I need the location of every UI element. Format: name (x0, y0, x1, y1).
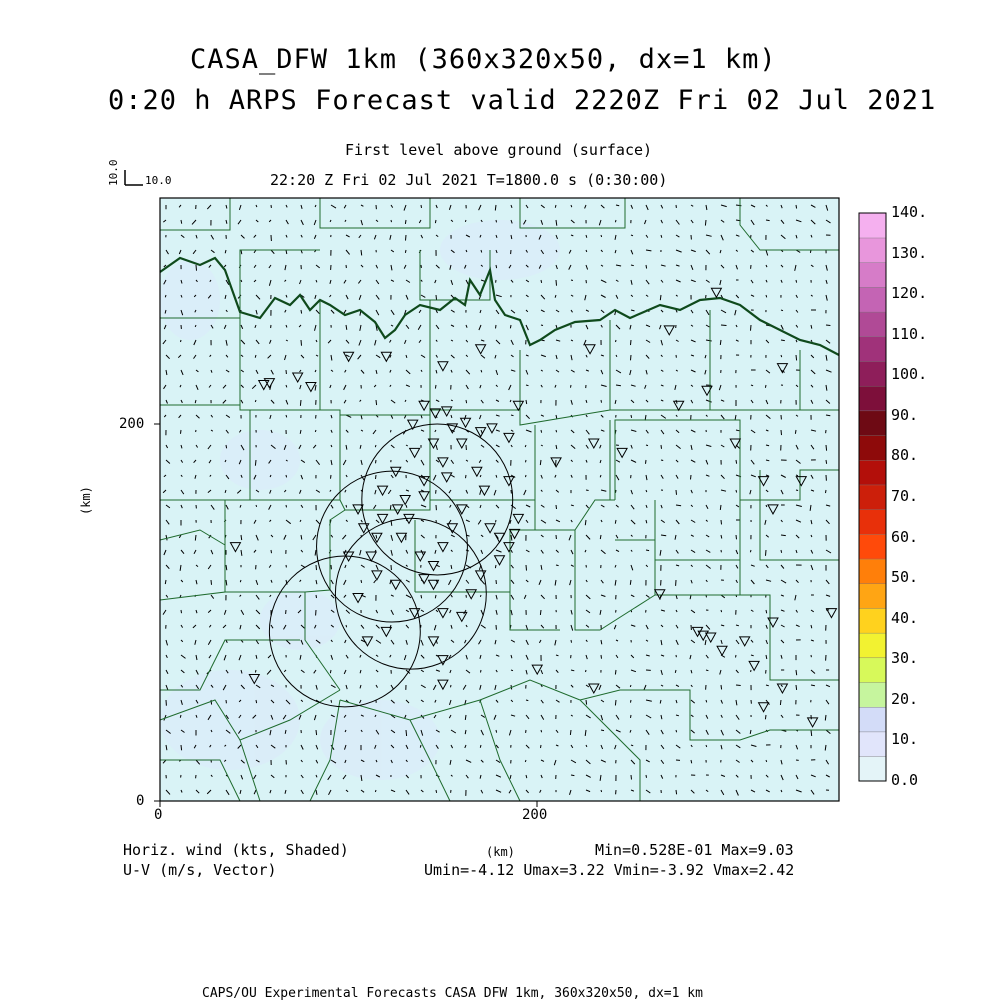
colorbar-segment (859, 658, 886, 683)
x-axis-label: (km) (486, 846, 515, 858)
wind-vector (631, 700, 632, 703)
wind-vector (240, 580, 241, 582)
wind-vector (616, 340, 617, 342)
wind-vector (211, 580, 212, 585)
wind-vector (406, 235, 407, 241)
wind-vector (676, 730, 677, 732)
colorbar-label: 10. (891, 732, 918, 747)
wind-vector (826, 460, 827, 464)
wind-vector (435, 595, 436, 598)
wind-vector (256, 505, 257, 507)
wind-vector (706, 745, 707, 747)
wind-vector (631, 265, 634, 266)
wind-vector (660, 295, 661, 300)
colorbar-segment (859, 386, 886, 411)
wind-vector (255, 670, 256, 673)
colorbar-segment (859, 312, 886, 337)
colorbar-label: 60. (891, 530, 918, 545)
colorbar-segment (859, 287, 886, 312)
colorbar-label: 50. (891, 570, 918, 585)
wind-vector (646, 775, 647, 778)
wind-vector (766, 760, 767, 762)
wind-vector (541, 325, 543, 326)
colorbar-label: 110. (891, 327, 927, 342)
wind-vector (465, 220, 466, 222)
wind-vector (781, 430, 782, 435)
wind-vector (376, 475, 377, 479)
colorbar-segment (859, 213, 886, 238)
wind-vector (586, 670, 587, 672)
wind-vector (496, 520, 497, 522)
wind-vector (750, 550, 751, 552)
wind-vector (361, 250, 362, 255)
wind-vector (766, 220, 770, 221)
colorbar-label: 40. (891, 611, 918, 626)
wind-vector (826, 490, 827, 493)
wind-vector (496, 325, 497, 328)
wind-vector (826, 445, 827, 451)
wind-vector (301, 340, 302, 346)
colorbar-label: 20. (891, 692, 918, 707)
wind-vector (600, 535, 601, 539)
colorbar-segment (859, 361, 886, 386)
wind-vector (271, 550, 272, 553)
wind-vector (556, 280, 557, 286)
colorbar-label: 70. (891, 489, 918, 504)
wind-vector (481, 250, 482, 253)
wind-vector (571, 640, 572, 643)
wind-vector (526, 400, 527, 404)
wind-vector (526, 565, 527, 571)
wind-vector (630, 685, 631, 687)
wind-vector (316, 595, 317, 598)
wind-vector (781, 355, 782, 357)
wind-vector (496, 220, 497, 222)
wind-vector (796, 355, 797, 360)
y-axis-label: (km) (80, 486, 92, 515)
wind-vector (181, 745, 182, 750)
wind-vector (765, 385, 766, 388)
wind-vector (195, 535, 196, 541)
wind-vector (465, 715, 466, 720)
wind-vector (435, 220, 436, 223)
wind-vector (586, 700, 587, 705)
wind-vector (766, 445, 769, 446)
min-max-readout: Min=0.528E-01 Max=9.03 (595, 843, 794, 858)
colorbar-label: 90. (891, 408, 918, 423)
y-tick-label-200: 200 (119, 417, 144, 431)
wind-vector (736, 535, 737, 539)
wind-vector (556, 565, 559, 566)
wind-vector (375, 445, 376, 447)
wind-vector (496, 730, 497, 733)
wind-vector (405, 220, 406, 224)
subtitle-level: First level above ground (surface) (345, 143, 652, 158)
colorbar-segment (859, 756, 886, 781)
wind-vector (675, 670, 676, 673)
wind-vector (676, 490, 677, 495)
y-tick-label-0: 0 (136, 794, 144, 808)
colorbar-segment (859, 707, 886, 732)
wind-vector (736, 460, 737, 464)
wind-vector (541, 430, 542, 433)
title-line-2: 0:20 h ARPS Forecast valid 2220Z Fri 02 Jul 2021 (108, 87, 936, 114)
colorbar-segment (859, 411, 886, 436)
wind-vector (376, 400, 377, 405)
wind-vector (526, 460, 527, 462)
wind-vector (796, 670, 797, 675)
vector-field-label: U-V (m/s, Vector) (123, 863, 277, 878)
wind-vector (736, 685, 741, 686)
wind-vector (781, 535, 786, 536)
wind-vector (721, 685, 722, 689)
colorbar-label: 80. (891, 448, 918, 463)
wind-vector (601, 790, 602, 792)
wind-vector (646, 445, 648, 446)
colorbar-segment (859, 435, 886, 460)
wind-vector (241, 535, 242, 540)
wind-vector (301, 310, 302, 314)
wind-vector (181, 430, 182, 434)
wind-vector (226, 445, 227, 448)
wind-vector (315, 430, 316, 432)
wind-vector (286, 415, 287, 417)
wind-vector (720, 505, 721, 510)
wind-vector (421, 595, 422, 598)
wind-vector (300, 400, 301, 406)
wind-vector (631, 340, 632, 345)
wind-vector (571, 775, 574, 776)
wind-vector (631, 715, 632, 718)
wind-vector (585, 520, 586, 525)
wind-vector (570, 730, 571, 735)
wind-vector (630, 580, 631, 585)
subtitle-time: 22:20 Z Fri 02 Jul 2021 T=1800.0 s (0:30:00) (270, 173, 667, 188)
wind-vector (331, 475, 332, 479)
wind-vector (780, 700, 781, 705)
x-tick-label-0: 0 (154, 808, 162, 822)
colorbar (859, 213, 886, 781)
wind-vector (615, 700, 616, 705)
wind-vector (495, 565, 496, 568)
wind-vector (796, 685, 797, 690)
colorbar-segment (859, 559, 886, 584)
colorbar-label: 30. (891, 651, 918, 666)
wind-vector (541, 745, 542, 748)
uv-range-readout: Umin=-4.12 Umax=3.22 Vmin=-3.92 Vmax=2.42 (424, 863, 794, 878)
colorbar-segment (859, 509, 886, 534)
wind-vector (196, 265, 197, 271)
wind-vector (601, 400, 602, 403)
wind-vector (556, 505, 557, 509)
wind-vector (556, 430, 557, 432)
wind-vector (736, 655, 737, 658)
colorbar-segment (859, 485, 886, 510)
colorbar-segment (859, 682, 886, 707)
wind-vector (526, 700, 528, 701)
wind-vector (631, 355, 632, 360)
wind-vector (796, 205, 797, 209)
wind-vector (480, 595, 481, 597)
wind-vector (766, 610, 767, 613)
wind-vector (661, 445, 662, 449)
wind-vector (496, 265, 497, 268)
wind-vector (541, 730, 542, 732)
colorbar-label: 130. (891, 246, 927, 261)
wind-vector (826, 325, 830, 326)
wind-vector (181, 340, 182, 342)
wind-vector (616, 205, 619, 206)
wind-vector (766, 550, 767, 556)
wind-vector (510, 325, 511, 328)
wind-vector (615, 670, 616, 675)
colorbar-segment (859, 633, 886, 658)
wind-vector (736, 205, 741, 206)
wind-vector (646, 550, 649, 551)
wind-vector (316, 730, 317, 735)
ref-vector-vertical-label: 10.0 (108, 160, 119, 187)
wind-vector (601, 730, 604, 731)
footer-credit: CAPS/OU Experimental Forecasts CASA DFW 1km, 360x320x50, dx=1 km (202, 987, 703, 1000)
wind-vector (451, 685, 452, 687)
wind-vector (181, 610, 182, 613)
wind-vector (571, 280, 573, 281)
wind-vector (765, 715, 766, 719)
x-tick-label-200: 200 (522, 808, 547, 822)
wind-vector (361, 580, 362, 583)
wind-vector (616, 385, 621, 386)
wind-vector (615, 220, 616, 222)
wind-vector (571, 385, 572, 388)
wind-vector (825, 715, 826, 721)
colorbar-label: 0.0 (891, 773, 918, 788)
colorbar-segment (859, 460, 886, 485)
wind-vector (526, 475, 527, 477)
wind-vector (691, 475, 692, 479)
wind-vector (406, 730, 407, 736)
wind-vector (796, 280, 797, 283)
wind-vector (165, 295, 166, 297)
wind-vector (331, 700, 332, 703)
ref-vector-horizontal-label: 10.0 (145, 175, 172, 186)
colorbar-label: 120. (891, 286, 927, 301)
title-line-1: CASA_DFW 1km (360x320x50, dx=1 km) (190, 46, 777, 73)
wind-vector (631, 775, 632, 780)
wind-vector (720, 340, 721, 345)
wind-vector (541, 280, 542, 283)
wind-vector (405, 250, 406, 253)
colorbar-segment (859, 608, 886, 633)
shaded-field-label: Horiz. wind (kts, Shaded) (123, 843, 349, 858)
wind-vector (346, 625, 347, 627)
wind-vector (661, 460, 663, 461)
wind-vector (346, 505, 347, 508)
wind-vector (811, 730, 812, 736)
wind-vector (555, 205, 556, 208)
wind-vector (391, 430, 392, 432)
wind-vector (436, 790, 437, 793)
wind-vector (691, 760, 692, 763)
wind-vector (631, 415, 632, 418)
wind-vector (540, 460, 541, 465)
wind-vector (540, 610, 541, 615)
wind-vector (375, 790, 376, 792)
wind-vector (615, 520, 616, 524)
colorbar-segment (859, 336, 886, 361)
wind-vector (511, 415, 514, 416)
wind-vector (601, 655, 602, 659)
wind-vector (586, 490, 589, 491)
colorbar-label: 100. (891, 367, 927, 382)
wind-vector (721, 610, 722, 612)
wind-vector (211, 700, 212, 705)
wind-vector (526, 385, 529, 386)
wind-vector (706, 700, 707, 702)
wind-vector (330, 670, 331, 673)
wind-vector (721, 520, 722, 524)
wind-vector (286, 505, 287, 507)
reference-vector-icon (125, 170, 143, 185)
wind-vector (495, 205, 496, 211)
wind-vector (795, 430, 796, 434)
wind-vector (781, 310, 783, 311)
wind-vector (435, 385, 436, 389)
wind-vector (420, 745, 421, 748)
wind-vector (646, 460, 647, 464)
wind-vector (751, 325, 752, 331)
wind-vector (481, 670, 482, 673)
wind-vector (796, 490, 798, 491)
wind-vector (706, 670, 708, 671)
wind-vector (255, 460, 256, 466)
colorbar-segment (859, 583, 886, 608)
wind-vector (466, 400, 467, 403)
wind-vector (391, 220, 392, 222)
wind-vector (676, 790, 677, 794)
wind-vector (286, 475, 287, 477)
wind-vector (781, 550, 782, 553)
wind-vector (316, 565, 317, 570)
wind-vector (766, 295, 767, 297)
wind-vector (616, 490, 617, 493)
wind-vector (480, 745, 481, 748)
colorbar-segment (859, 238, 886, 263)
wind-vector (255, 400, 256, 402)
colorbar-segment (859, 732, 886, 757)
wind-vector (181, 220, 182, 224)
wind-vector (466, 475, 467, 478)
wind-vector (511, 670, 513, 671)
wind-vector (736, 490, 737, 493)
wind-vector (421, 205, 422, 208)
wind-vector (256, 700, 257, 703)
wind-vector (721, 325, 727, 326)
wind-vector (180, 715, 181, 718)
wind-vector (646, 265, 647, 269)
wind-vector (781, 340, 785, 341)
wind-vector (601, 235, 602, 237)
wind-vector (705, 220, 706, 226)
wind-vector (165, 580, 166, 584)
wind-vector (525, 760, 526, 762)
wind-vector (376, 460, 377, 463)
colorbar-label: 140. (891, 205, 927, 220)
colorbar-segment (859, 262, 886, 287)
colorbar-segment (859, 534, 886, 559)
